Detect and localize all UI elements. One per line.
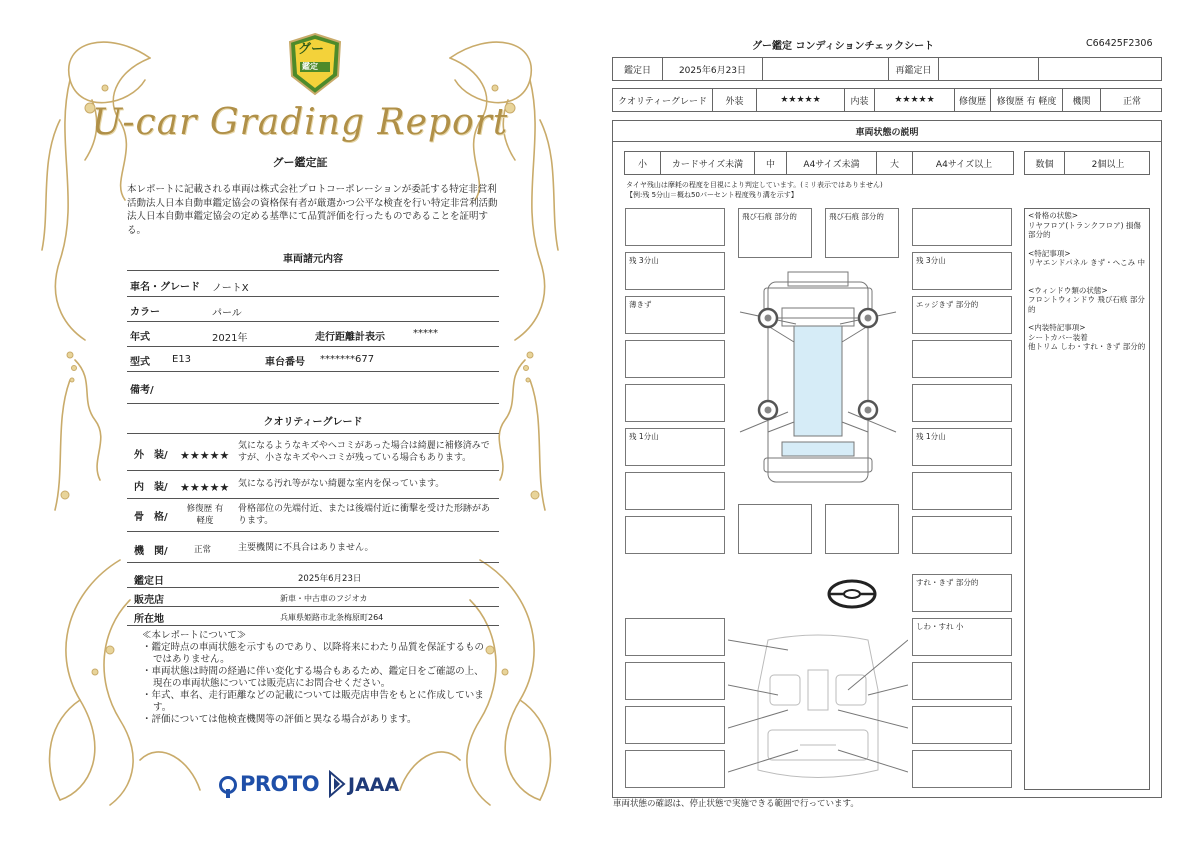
date-value: 2025年6月23日 bbox=[663, 58, 763, 80]
tire-note: タイヤ残山は摩耗の程度を目視により判定しています。(ミリ表示ではありません) bbox=[626, 181, 883, 189]
divider bbox=[127, 498, 499, 499]
interior-note-title: <内装特記事項> bbox=[1028, 323, 1086, 332]
badge-subtext: 鑑定 bbox=[302, 62, 318, 71]
steering-wheel-icon bbox=[826, 578, 878, 610]
diagram-box: 飛び石痕 部分的 bbox=[825, 208, 899, 258]
location-label: 所在地 bbox=[134, 614, 164, 625]
car-name-label: 車名・グレード bbox=[130, 282, 200, 293]
quality-heading: クオリティーグレード bbox=[263, 417, 363, 428]
diagram-box bbox=[625, 662, 725, 700]
condition-check-sheet bbox=[600, 0, 1200, 848]
sheet-title: グー鑑定 コンディションチェックシート bbox=[752, 41, 935, 52]
exterior-label: 外 装/ bbox=[134, 450, 168, 461]
divider bbox=[127, 625, 499, 626]
diagram-box bbox=[625, 472, 725, 510]
jaaa-logo-text: JAAA bbox=[348, 774, 400, 796]
legend-mid: 中 bbox=[755, 152, 787, 174]
mileage-label: 走行距離計表示 bbox=[315, 332, 385, 343]
chassis-label: 車台番号 bbox=[265, 357, 305, 368]
engine-label: 機関 bbox=[1063, 89, 1101, 111]
ext-stars: ★★★★★ bbox=[757, 89, 845, 111]
color-value: パール bbox=[212, 308, 242, 319]
empty-cell bbox=[763, 58, 889, 80]
condition-title: 車両状態の説明 bbox=[855, 128, 919, 138]
diagram-box bbox=[912, 472, 1012, 510]
reinspect-value bbox=[939, 58, 1039, 80]
engine-value: 正常 bbox=[194, 545, 212, 555]
note-item: ・鑑定時点の車両状態を示すものであり、以降将来にわたり品質を保証するものではありません。 bbox=[142, 642, 485, 665]
legend-mid-desc: A4サイズ未満 bbox=[787, 152, 877, 174]
divider bbox=[127, 562, 499, 563]
frame-note-title: <骨格の状態> bbox=[1028, 211, 1079, 220]
diagram-box bbox=[625, 618, 725, 656]
color-label: カラー bbox=[130, 307, 160, 318]
repair-value: 修復歴 有 軽度 bbox=[991, 89, 1063, 111]
legend-count-desc: 2個以上 bbox=[1091, 159, 1125, 170]
exterior-stars: ★★★★★ bbox=[180, 449, 230, 462]
diagram-box bbox=[912, 208, 1012, 246]
year-value: 2021年 bbox=[212, 333, 248, 344]
notes-title: ≪本レポートについて≫ bbox=[142, 630, 247, 641]
diagram-box bbox=[625, 208, 725, 246]
special-note-text: リヤエンドパネル きず・へこみ 中 bbox=[1028, 258, 1145, 267]
diagram-box bbox=[625, 750, 725, 788]
divider bbox=[127, 270, 499, 271]
diagram-box: 残 3分山 bbox=[912, 252, 1012, 290]
diagram-box bbox=[625, 384, 725, 422]
sheet-footer: 車両状態の確認は、停止状態で実施できる範囲で行っています。 bbox=[613, 799, 859, 809]
diagram-box: しわ・すれ 小 bbox=[912, 618, 1012, 656]
count-legend bbox=[1024, 151, 1150, 175]
divider bbox=[127, 403, 499, 404]
diagram-box: すれ・きず 部分的 bbox=[912, 574, 1012, 612]
empty-cell bbox=[1039, 58, 1163, 80]
model-value: E13 bbox=[172, 354, 192, 365]
model-label: 型式 bbox=[130, 357, 150, 368]
diagram-box: 残 3分山 bbox=[625, 252, 725, 290]
grade-label: クオリティーグレード bbox=[613, 89, 713, 111]
special-note-title: <特記事項> bbox=[1028, 248, 1071, 258]
engine-value: 正常 bbox=[1122, 96, 1141, 107]
engine-description: 主要機関に不具合はありません。 bbox=[238, 543, 374, 553]
diagram-box bbox=[912, 662, 1012, 700]
interior-description: 気になる汚れ等がない綺麗な室内を保っています。 bbox=[238, 479, 445, 489]
appraisal-date-value: 2025年6月23日 bbox=[298, 574, 362, 584]
int-stars: ★★★★★ bbox=[875, 89, 955, 111]
window-note-title: <ウィンドウ類の状態> bbox=[1028, 285, 1108, 295]
location-value: 兵庫県姫路市北条梅原町264 bbox=[280, 613, 384, 622]
report-notes bbox=[142, 630, 492, 726]
proto-logo-text: PROTO bbox=[240, 772, 320, 796]
date-row bbox=[612, 57, 1162, 81]
mileage-value: ***** bbox=[413, 328, 438, 339]
reinspect-label: 再鑑定日 bbox=[889, 58, 939, 80]
legend-small: 小 bbox=[625, 152, 661, 174]
diagram-box bbox=[625, 516, 725, 554]
int-label: 内装 bbox=[845, 89, 875, 111]
diagram-box bbox=[825, 504, 899, 554]
interior-label: 内 装/ bbox=[134, 482, 168, 493]
remarks-label: 備考/ bbox=[130, 385, 154, 396]
jaaa-logo-icon bbox=[328, 770, 346, 798]
divider bbox=[127, 321, 499, 322]
certificate-intro: 本レポートに記載される車両は株式会社プロトコーポレーションが委託する特定非営利活動法人日本自動車鑑定協会の資格保有者が厳選かつ公平な検査を行い特定非営利活動法人日本自動車鑑定協会の定める基準にて品質評価を行ったものであることを証明する。 bbox=[127, 184, 498, 236]
divider bbox=[127, 296, 499, 297]
year-label: 年式 bbox=[130, 332, 150, 343]
divider bbox=[612, 141, 1162, 142]
legend-small-desc: カードサイズ未満 bbox=[661, 152, 755, 174]
side-notes bbox=[1028, 211, 1148, 352]
diagram-box: 残 1分山 bbox=[625, 428, 725, 466]
window-note-text: フロントウィンドウ 飛び石痕 部分的 bbox=[1028, 295, 1145, 314]
diagram-box: 薄きず bbox=[625, 296, 725, 334]
dealer-value: 新車・中古車のフジオカ bbox=[280, 594, 368, 603]
diagram-box bbox=[912, 516, 1012, 554]
engine-label: 機 関/ bbox=[134, 546, 168, 557]
exterior-description: 気になるようなキズやヘコミがあった場合は綺麗に補修済みですが、小さなキズやヘコミが残っている場合もあります。 bbox=[238, 441, 490, 463]
diagram-box bbox=[912, 384, 1012, 422]
ext-label: 外装 bbox=[713, 89, 757, 111]
dealer-label: 販売店 bbox=[134, 595, 164, 606]
spec-heading: 車両諸元内容 bbox=[283, 254, 343, 265]
legend-large: 大 bbox=[877, 152, 913, 174]
size-legend bbox=[624, 151, 1014, 175]
interior-stars: ★★★★★ bbox=[180, 481, 230, 494]
divider bbox=[127, 371, 499, 372]
diagram-box: 飛び石痕 部分的 bbox=[738, 208, 812, 258]
interior-note-text: シートカバー装着 bbox=[1028, 332, 1088, 342]
tire-example: 【例:残 5分山＝概ね50パーセント程度残り溝を示す】 bbox=[626, 191, 798, 199]
diagram-box bbox=[625, 706, 725, 744]
divider bbox=[127, 433, 499, 434]
car-exterior-diagram bbox=[728, 262, 908, 502]
frame-label: 骨 格/ bbox=[134, 512, 168, 523]
chassis-value: *******677 bbox=[320, 354, 375, 365]
badge-text: グー bbox=[298, 42, 325, 57]
divider bbox=[127, 470, 499, 471]
frame-value: 修復歴 有 軽度 bbox=[186, 504, 224, 526]
date-label: 鑑定日 bbox=[613, 58, 663, 80]
car-interior-diagram bbox=[728, 630, 908, 790]
proto-logo-icon bbox=[218, 776, 238, 798]
divider bbox=[127, 346, 499, 347]
repair-label: 修復歴 bbox=[955, 89, 991, 111]
diagram-box bbox=[738, 504, 812, 554]
diagram-box bbox=[912, 706, 1012, 744]
frame-note-text: リヤフロア(トランクフロア) 損傷 部分的 bbox=[1028, 220, 1141, 239]
diagram-box: エッジきず 部分的 bbox=[912, 296, 1012, 334]
interior-note-text: 他トリム しわ・すれ・きず 部分的 bbox=[1028, 342, 1146, 351]
car-name-value: ノートX bbox=[212, 283, 249, 294]
grade-row bbox=[612, 88, 1162, 112]
legend-count: 数個 bbox=[1025, 152, 1065, 174]
note-item: ・車両状態は時間の経過に伴い変化する場合もあるため、鑑定日をご確認の上、現在の車両状態については販売店にお問合せください。 bbox=[142, 666, 484, 689]
appraisal-date-label: 鑑定日 bbox=[134, 576, 164, 587]
script-title: U-car Grading Report bbox=[91, 102, 509, 143]
divider bbox=[127, 531, 499, 532]
diagram-box bbox=[912, 750, 1012, 788]
diagram-box bbox=[912, 340, 1012, 378]
divider bbox=[127, 606, 499, 607]
frame-description: 骨格部位の先端付近、または後端付近に衝撃を受けた形跡があります。 bbox=[238, 504, 491, 526]
legend-large-desc: A4サイズ以上 bbox=[935, 159, 993, 170]
diagram-box bbox=[625, 340, 725, 378]
sheet-id: C66425F2306 bbox=[1086, 38, 1153, 49]
diagram-box: 残 1分山 bbox=[912, 428, 1012, 466]
note-item: ・年式、車名、走行距離などの記載については販売店申告をもとに作成しています。 bbox=[142, 690, 484, 713]
certificate-title: グー鑑定証 bbox=[272, 156, 328, 169]
note-item: ・評価については他検査機関等の評価と異なる場合があります。 bbox=[142, 714, 417, 725]
divider bbox=[127, 587, 499, 588]
